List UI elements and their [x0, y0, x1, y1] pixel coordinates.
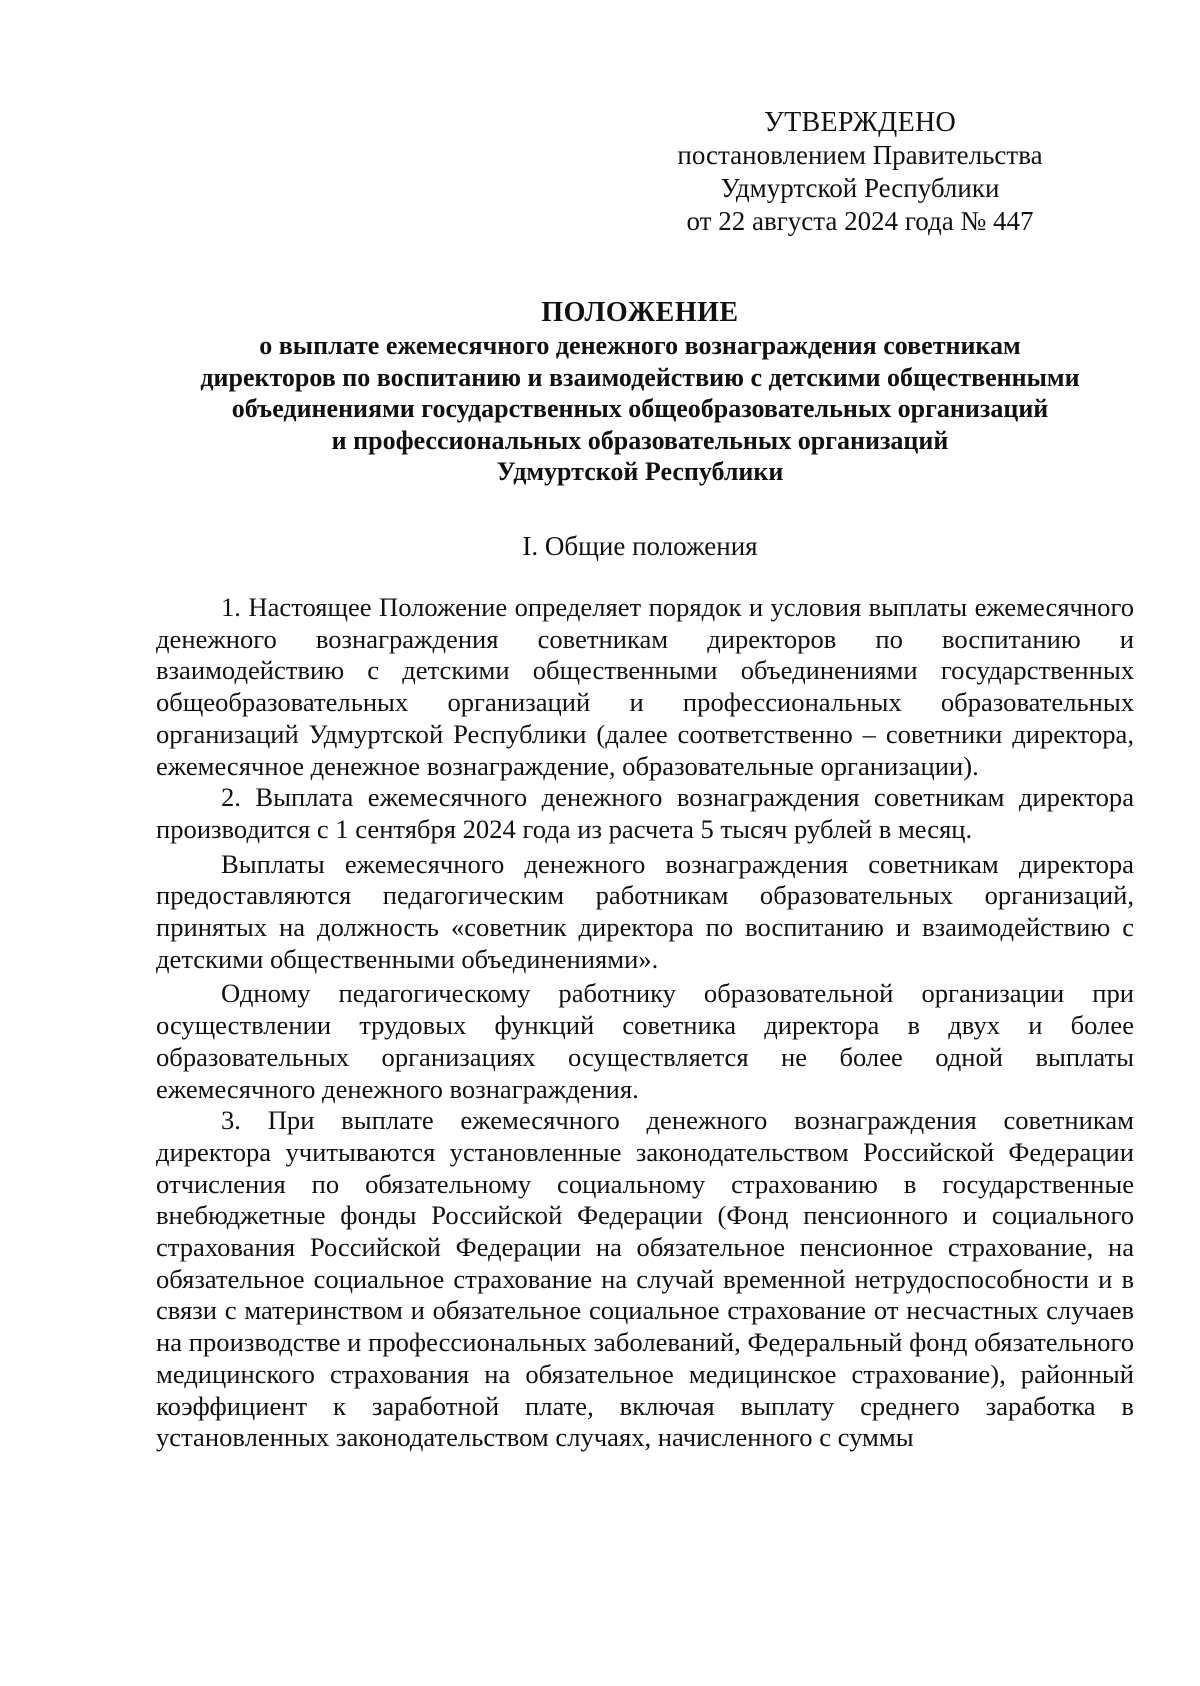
section-title: I. Общие положения: [522, 531, 758, 561]
document-subtitle-line: директоров по воспитанию и взаимодействию с детскими общественными: [200, 362, 1080, 392]
document-title-block: [150, 296, 1130, 488]
approval-block: [640, 106, 1080, 238]
approval-line-1: постановлением Правительства: [677, 140, 1043, 170]
document-subtitle-line: объединениями государственных общеобразовательных организаций: [231, 394, 1049, 423]
document-subtitle-line: Удмуртской Республики: [496, 457, 784, 486]
document-body: [156, 592, 1134, 1454]
document-subtitle-line: и профессиональных образовательных организаций: [331, 425, 949, 455]
paragraph-3: 3. При выплате ежемесячного денежного вознаграждения советникам директора учитываются установленные законодательством Российской Федерации отчисления по обязательному социальному страхованию в государственные внебюджетные фонды Российской Федерации (Фонд пенсионного и социального страхования Российской Федерации на обязательное пенсионное страхование, на обязательное социальное страхование на случай временной нетрудоспособности и в связи с материнством и обязательное социальное страхование от несчастных случаев на производстве и профессиональных заболеваний, Федеральный фонд обязательного медицинского страхования на обязательное медицинское страхование), районный коэффициент к заработной плате, включая выплату среднего заработка в установленных законодательством случаях, начисленного с суммы: [156, 1105, 1134, 1453]
approval-line-3: от 22 августа 2024 года № 447: [686, 206, 1034, 236]
paragraph-1: 1. Настоящее Положение определяет порядок и условия выплаты ежемесячного денежного вознаграждения советникам директоров по воспитанию и взаимодействию с детскими общественными объединениями государственных общеобразовательных организаций и профессиональных образовательных организаций Удмуртской Республики (далее соответственно – советники директора, ежемесячное денежное вознаграждение, образовательные организации).: [156, 592, 1134, 781]
approval-line-2: Удмуртской Республики: [720, 173, 1000, 203]
paragraph-2: 2. Выплата ежемесячного денежного вознаграждения советникам директора производится с 1 сентября 2024 года из расчета 5 тысяч рублей в месяц.: [156, 782, 1134, 844]
paragraph-2-single-payment: Одному педагогическому работнику образовательной организации при осуществлении трудовых функций советника директора в двух и более образовательных организациях осуществляется не более одной выплаты ежемесячного денежного вознаграждения.: [156, 978, 1134, 1104]
document-subtitle-line: о выплате ежемесячного денежного вознаграждения советникам: [259, 331, 1021, 360]
paragraph-2-payments: Выплаты ежемесячного денежного вознаграждения советникам директора предоставляются педагогическим работникам образовательных организаций, принятых на должность «советник директора по воспитанию и взаимодействию с детскими общественными объединениями».: [156, 848, 1134, 974]
approval-stamp: УТВЕРЖДЕНО: [763, 107, 957, 138]
document-heading: ПОЛОЖЕНИЕ: [541, 297, 739, 328]
